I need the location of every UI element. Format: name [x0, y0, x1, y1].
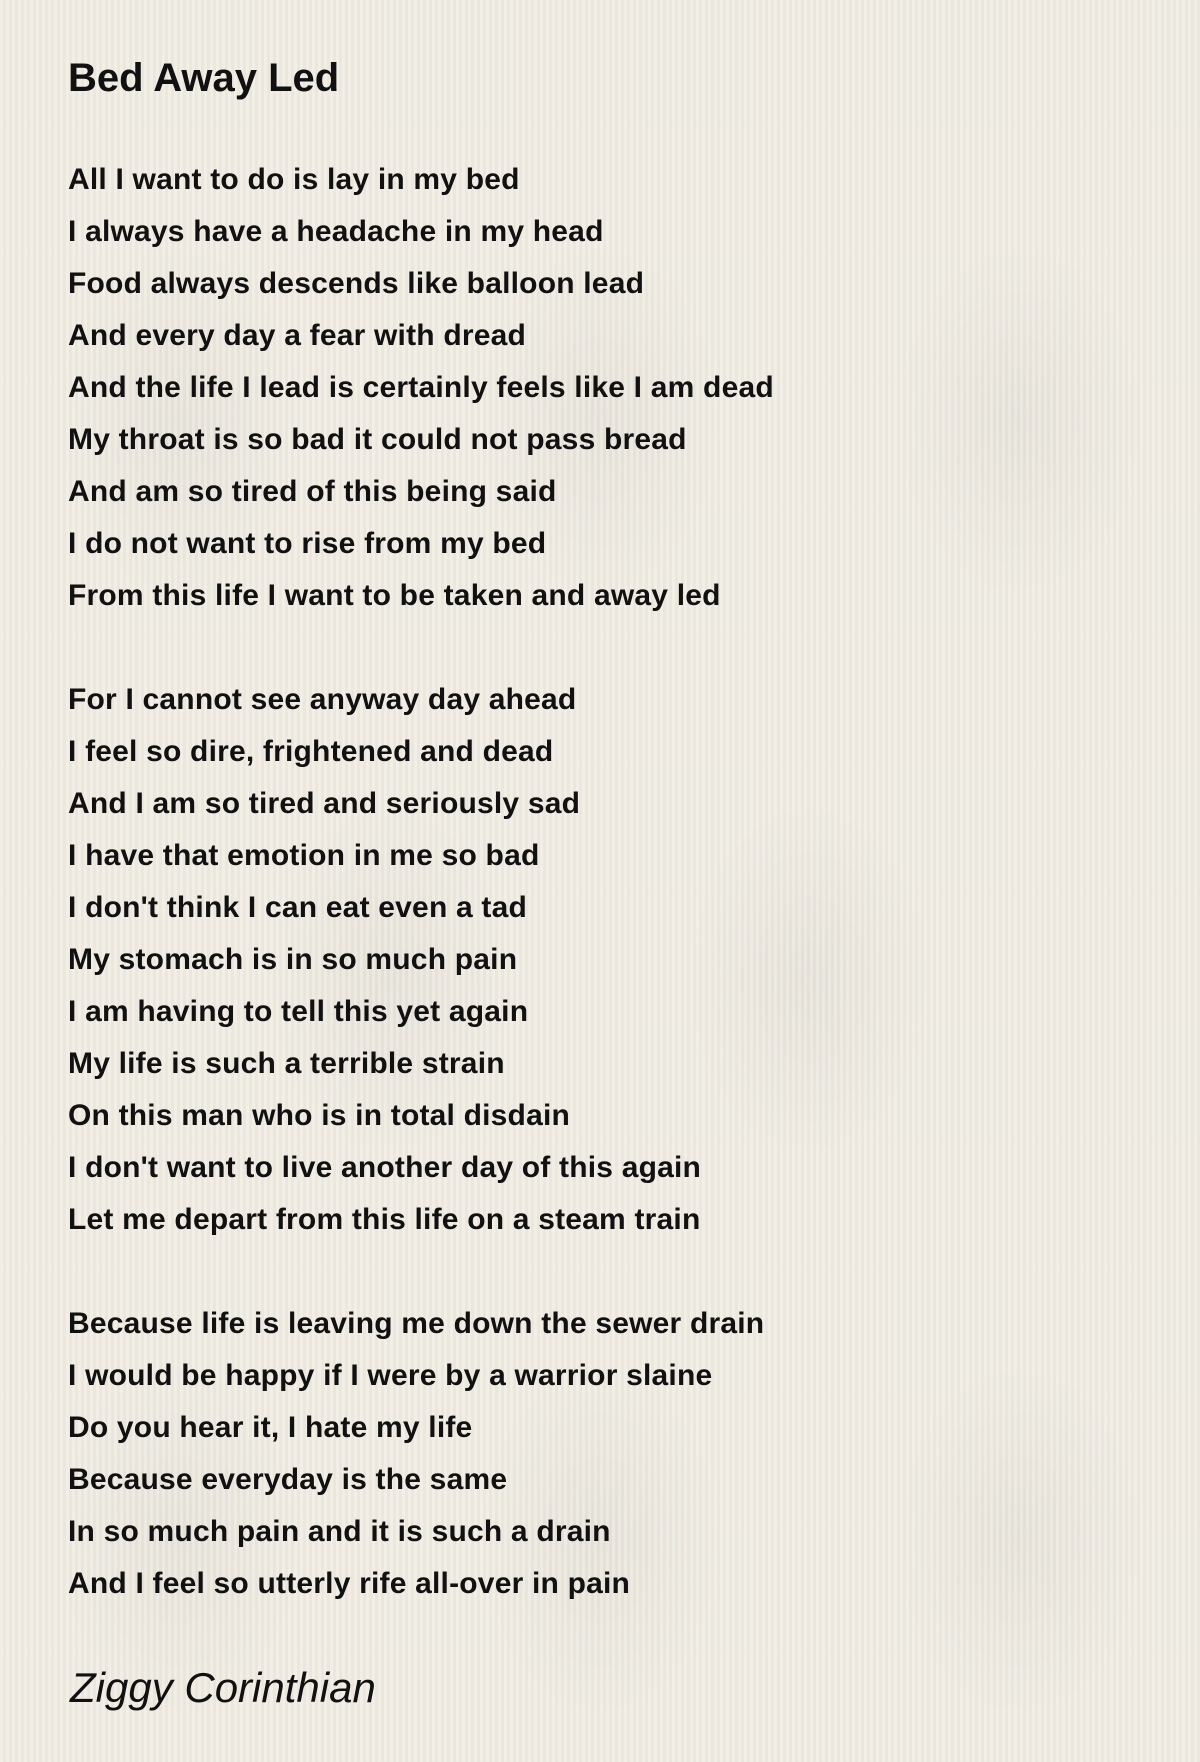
- poem-line: Food always descends like balloon lead: [68, 267, 645, 300]
- poem-line: My throat is so bad it could not pass bread: [68, 423, 687, 456]
- poem-line: I feel so dire, frightened and dead: [68, 735, 554, 768]
- poem-line: And every day a fear with dread: [68, 319, 527, 352]
- poem-body: [68, 154, 1160, 1610]
- stanza-gap: [68, 1246, 1160, 1298]
- poem-line: I don't want to live another day of this again: [68, 1151, 702, 1184]
- poem-container: [68, 48, 1160, 1610]
- poem-line: Because life is leaving me down the sewer drain: [68, 1307, 765, 1340]
- poem-line: I don't think I can eat even a tad: [68, 891, 528, 924]
- poem-line: And I am so tired and seriously sad: [68, 787, 581, 820]
- poem-line: I do not want to rise from my bed: [68, 527, 547, 560]
- poem-line: For I cannot see anyway day ahead: [68, 683, 577, 716]
- poem-line: My life is such a terrible strain: [68, 1047, 505, 1080]
- poem-line: My stomach is in so much pain: [68, 943, 518, 976]
- poem-line: I always have a headache in my head: [68, 215, 604, 248]
- poem-line: Let me depart from this life on a steam train: [68, 1203, 701, 1236]
- stanza-3: [68, 1298, 1160, 1610]
- poem-author: Ziggy Corinthian: [70, 1664, 376, 1711]
- poem-line: From this life I want to be taken and away led: [68, 579, 721, 612]
- poem-line: I have that emotion in me so bad: [68, 839, 540, 872]
- poem-line: Do you hear it, I hate my life: [68, 1411, 473, 1444]
- poem-line: And the life I lead is certainly feels like I am dead: [68, 371, 774, 404]
- poem-line: I would be happy if I were by a warrior slaine: [68, 1359, 713, 1392]
- poem-line: Because everyday is the same: [68, 1463, 508, 1496]
- poem-line: And I feel so utterly rife all-over in pain: [68, 1567, 631, 1600]
- stanza-gap: [68, 622, 1160, 674]
- stanza-1: [68, 154, 1160, 622]
- poem-line: All I want to do is lay in my bed: [68, 163, 520, 196]
- poem-line: In so much pain and it is such a drain: [68, 1515, 611, 1548]
- poem-line: On this man who is in total disdain: [68, 1099, 571, 1132]
- poem-title: Bed Away Led: [68, 56, 340, 100]
- poem-line: And am so tired of this being said: [68, 475, 557, 508]
- poem-line: I am having to tell this yet again: [68, 995, 529, 1028]
- stanza-2: [68, 674, 1160, 1246]
